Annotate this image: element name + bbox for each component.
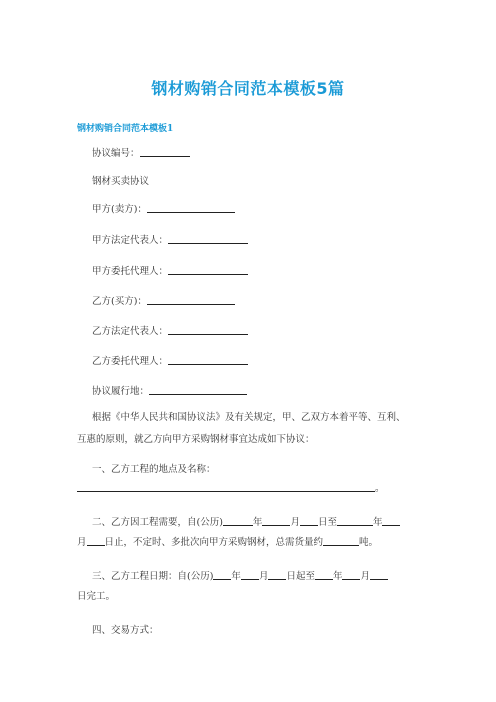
clause-2-day-blank: [300, 515, 318, 526]
agreement-number-label: 协议编号：: [92, 148, 140, 159]
place-label: 协议履行地：: [92, 386, 150, 397]
party-a-label: 甲方(卖方)：: [92, 204, 147, 215]
clause-2-year-blank: [223, 515, 253, 526]
clause-2-month: 月: [290, 517, 300, 528]
clause-2-year2-blank: [337, 515, 373, 526]
clause-2-year2: 年: [372, 517, 383, 528]
clause-3-text-a: 三、乙方工程日期：自(公历): [92, 571, 214, 582]
agreement-name: 钢材买卖协议: [92, 176, 150, 187]
party-b-label: 乙方(买方)：: [92, 296, 147, 307]
clause-3-month: 月: [258, 571, 269, 582]
clause-3-month2: 月: [360, 571, 370, 582]
party-b-rep-label: 乙方法定代表人：: [92, 326, 169, 337]
party-a-rep-blank: [168, 233, 248, 244]
intro-line-1: 根据《中华人民共和国协议法》及有关规定，甲、乙双方本着平等、互利、: [92, 412, 406, 423]
clause-4: 四、交易方式：: [92, 625, 159, 636]
party-b-rep-blank: [168, 324, 248, 335]
place-blank: [149, 384, 247, 395]
clause-3-year2: 年: [332, 571, 343, 582]
place-row: [92, 383, 247, 397]
clause-2-text-b: 日止，不定时、多批次向甲方采购钢材，总需货量约: [104, 537, 324, 548]
clause-2-ton: 吨。: [359, 537, 379, 548]
document-title: 钢材购销合同范本模板5篇: [151, 79, 345, 98]
clause-3-day2-blank: [370, 569, 388, 580]
party-a-agent-blank: [168, 264, 248, 275]
agreement-number-row: [92, 145, 190, 159]
party-a-rep-row: [92, 232, 248, 246]
party-a-agent-label: 甲方委托代理人：: [92, 266, 169, 277]
party-b-rep-row: [92, 323, 248, 337]
party-a-row: [92, 201, 235, 215]
section-subtitle: 钢材购销合同范本模板1: [77, 124, 174, 134]
party-b-blank: [147, 294, 235, 305]
party-a-blank: [147, 202, 235, 213]
clause-3-month2-blank: [342, 569, 360, 580]
party-b-row: [92, 293, 235, 307]
clause-1-blank-row: [77, 480, 385, 494]
clause-3-day-blank: [268, 569, 286, 580]
party-a-rep-label: 甲方法定代表人：: [92, 235, 169, 246]
clause-1: 一、乙方工程的地点及名称：: [92, 464, 216, 475]
clause-2-month2: 月: [77, 537, 87, 548]
party-b-agent-blank: [168, 354, 248, 365]
clause-2-month-blank: [262, 515, 290, 526]
party-b-agent-row: [92, 353, 248, 367]
clause-2-day-to: 日至: [317, 517, 337, 528]
party-b-agent-label: 乙方委托代理人：: [92, 356, 169, 367]
clause-2-year: 年: [252, 517, 263, 528]
clause-3-month-blank: [241, 569, 259, 580]
clause-3-year-blank: [213, 569, 231, 580]
clause-3-year: 年: [231, 571, 241, 582]
clause-2-text-a: 二、乙方因工程需要，自(公历): [92, 517, 223, 528]
clause-3-start-to: 日起至: [286, 571, 315, 582]
clause-2-line-2: [77, 534, 378, 548]
agreement-number-blank: [140, 146, 190, 157]
intro-line-2: 互惠的原则，就乙方向甲方采购钢材事宜达成如下协议：: [77, 434, 315, 445]
clause-1-tail: 。: [375, 483, 385, 494]
clause-2-tail-blank: [382, 515, 400, 526]
party-a-agent-row: [92, 263, 248, 277]
clause-2-day2-blank: [87, 535, 105, 546]
clause-3-year2-blank: [315, 569, 333, 580]
clause-3-line-1: [92, 568, 388, 582]
clause-2-ton-blank: [323, 535, 359, 546]
clause-2-line-1: [92, 514, 400, 528]
clause-3-end: 日完工。: [77, 591, 116, 602]
clause-1-blank: [77, 481, 375, 492]
